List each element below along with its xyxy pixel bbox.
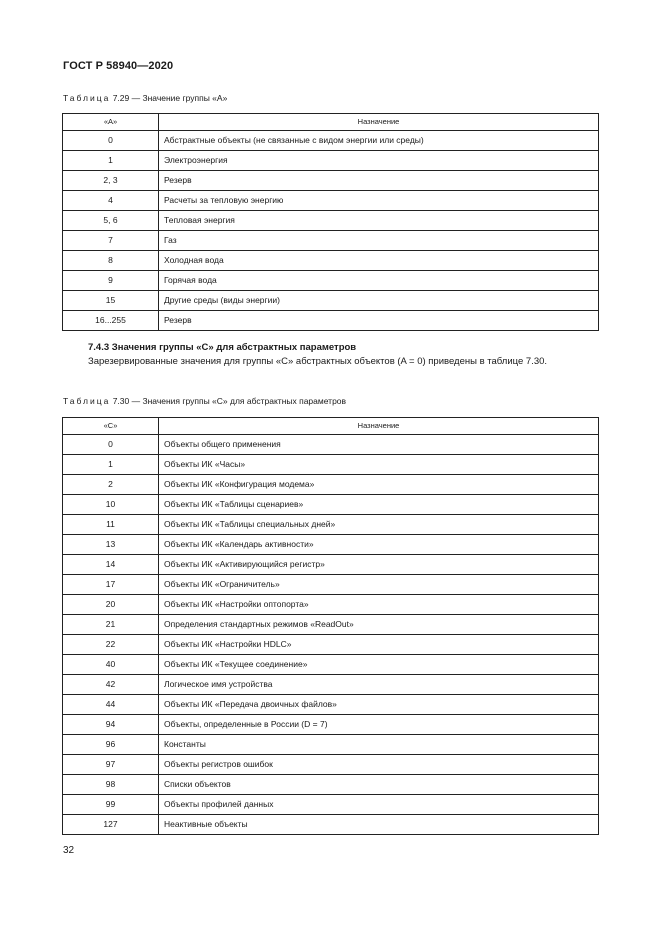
description-cell: Объекты общего применения (159, 435, 599, 455)
description-cell: Неактивные объекты (159, 815, 599, 835)
description-cell: Списки объектов (159, 775, 599, 795)
table-730-caption (63, 396, 346, 406)
code-cell: 0 (63, 435, 159, 455)
description-cell: Объекты ИК «Настройки оптопорта» (159, 595, 599, 615)
code-cell: 13 (63, 535, 159, 555)
column-header-purpose: Назначение (159, 418, 599, 435)
code-cell: 2 (63, 475, 159, 495)
table-row (63, 291, 599, 311)
table-row (63, 775, 599, 795)
table-row (63, 311, 599, 331)
table-row (63, 475, 599, 495)
code-cell: 17 (63, 575, 159, 595)
code-cell: 5, 6 (63, 211, 159, 231)
description-cell: Холодная вода (159, 251, 599, 271)
table-row (63, 635, 599, 655)
section-title: 7.4.3 Значения группы «C» для абстрактных параметров (88, 342, 357, 353)
table-row (63, 595, 599, 615)
caption-prefix: Таблица (63, 396, 111, 406)
caption-prefix: Таблица (63, 93, 111, 103)
table-729 (62, 113, 599, 331)
table-row (63, 695, 599, 715)
description-cell: Абстрактные объекты (не связанные с видом энергии или среды) (159, 131, 599, 151)
description-cell: Объекты регистров ошибок (159, 755, 599, 775)
description-cell: Резерв (159, 171, 599, 191)
table-row (63, 211, 599, 231)
description-cell: Объекты ИК «Таблицы сценариев» (159, 495, 599, 515)
code-cell: 96 (63, 735, 159, 755)
page-number: 32 (63, 845, 75, 856)
code-cell: 40 (63, 655, 159, 675)
code-cell: 15 (63, 291, 159, 311)
table-row (63, 455, 599, 475)
table-729-caption (63, 93, 227, 103)
description-cell: Тепловая энергия (159, 211, 599, 231)
code-cell: 14 (63, 555, 159, 575)
table-row (63, 515, 599, 535)
document-header: ГОСТ Р 58940—2020 (63, 60, 174, 72)
table-row (63, 655, 599, 675)
column-header-code: «A» (63, 114, 159, 131)
code-cell: 94 (63, 715, 159, 735)
column-header-code: «C» (63, 418, 159, 435)
description-cell: Определения стандартных режимов «ReadOut» (159, 615, 599, 635)
code-cell: 4 (63, 191, 159, 211)
table-row (63, 715, 599, 735)
table-row (63, 795, 599, 815)
description-cell: Горячая вода (159, 271, 599, 291)
table-header-row (63, 418, 599, 435)
description-cell: Константы (159, 735, 599, 755)
table-row (63, 615, 599, 635)
code-cell: 1 (63, 455, 159, 475)
column-header-purpose: Назначение (159, 114, 599, 131)
table-row (63, 191, 599, 211)
table-header-row (63, 114, 599, 131)
description-cell: Объекты ИК «Ограничитель» (159, 575, 599, 595)
table-row (63, 131, 599, 151)
description-cell: Объекты профилей данных (159, 795, 599, 815)
code-cell: 8 (63, 251, 159, 271)
code-cell: 97 (63, 755, 159, 775)
description-cell: Объекты ИК «Активирующийся регистр» (159, 555, 599, 575)
code-cell: 20 (63, 595, 159, 615)
description-cell: Газ (159, 231, 599, 251)
code-cell: 0 (63, 131, 159, 151)
code-cell: 7 (63, 231, 159, 251)
code-cell: 21 (63, 615, 159, 635)
table-row (63, 495, 599, 515)
code-cell: 44 (63, 695, 159, 715)
code-cell: 16...255 (63, 311, 159, 331)
table-row (63, 231, 599, 251)
table-row (63, 535, 599, 555)
description-cell: Объекты, определенные в России (D = 7) (159, 715, 599, 735)
caption-text: 7.30 — Значения группы «C» для абстрактных параметров (110, 396, 347, 406)
table-row (63, 555, 599, 575)
description-cell: Расчеты за тепловую энергию (159, 191, 599, 211)
code-cell: 22 (63, 635, 159, 655)
description-cell: Объекты ИК «Настройки HDLC» (159, 635, 599, 655)
section-paragraph: Зарезервированные значения для группы «C» абстрактных объектов (A = 0) приведены в таблице 7.30. (88, 356, 548, 367)
description-cell: Объекты ИК «Передача двоичных файлов» (159, 695, 599, 715)
code-cell: 42 (63, 675, 159, 695)
code-cell: 11 (63, 515, 159, 535)
description-cell: Объекты ИК «Календарь активности» (159, 535, 599, 555)
code-cell: 10 (63, 495, 159, 515)
table-row (63, 735, 599, 755)
table-row (63, 151, 599, 171)
code-cell: 9 (63, 271, 159, 291)
code-cell: 2, 3 (63, 171, 159, 191)
description-cell: Другие среды (виды энергии) (159, 291, 599, 311)
description-cell: Объекты ИК «Часы» (159, 455, 599, 475)
table-row (63, 755, 599, 775)
table-row (63, 171, 599, 191)
table-730 (62, 417, 599, 835)
table-row (63, 251, 599, 271)
description-cell: Объекты ИК «Текущее соединение» (159, 655, 599, 675)
description-cell: Логическое имя устройства (159, 675, 599, 695)
description-cell: Резерв (159, 311, 599, 331)
table-row (63, 815, 599, 835)
code-cell: 127 (63, 815, 159, 835)
description-cell: Электроэнергия (159, 151, 599, 171)
description-cell: Объекты ИК «Таблицы специальных дней» (159, 515, 599, 535)
table-row (63, 271, 599, 291)
code-cell: 99 (63, 795, 159, 815)
caption-text: 7.29 — Значение группы «A» (110, 93, 228, 103)
table-row (63, 675, 599, 695)
code-cell: 98 (63, 775, 159, 795)
code-cell: 1 (63, 151, 159, 171)
description-cell: Объекты ИК «Конфигурация модема» (159, 475, 599, 495)
table-row (63, 575, 599, 595)
table-row (63, 435, 599, 455)
